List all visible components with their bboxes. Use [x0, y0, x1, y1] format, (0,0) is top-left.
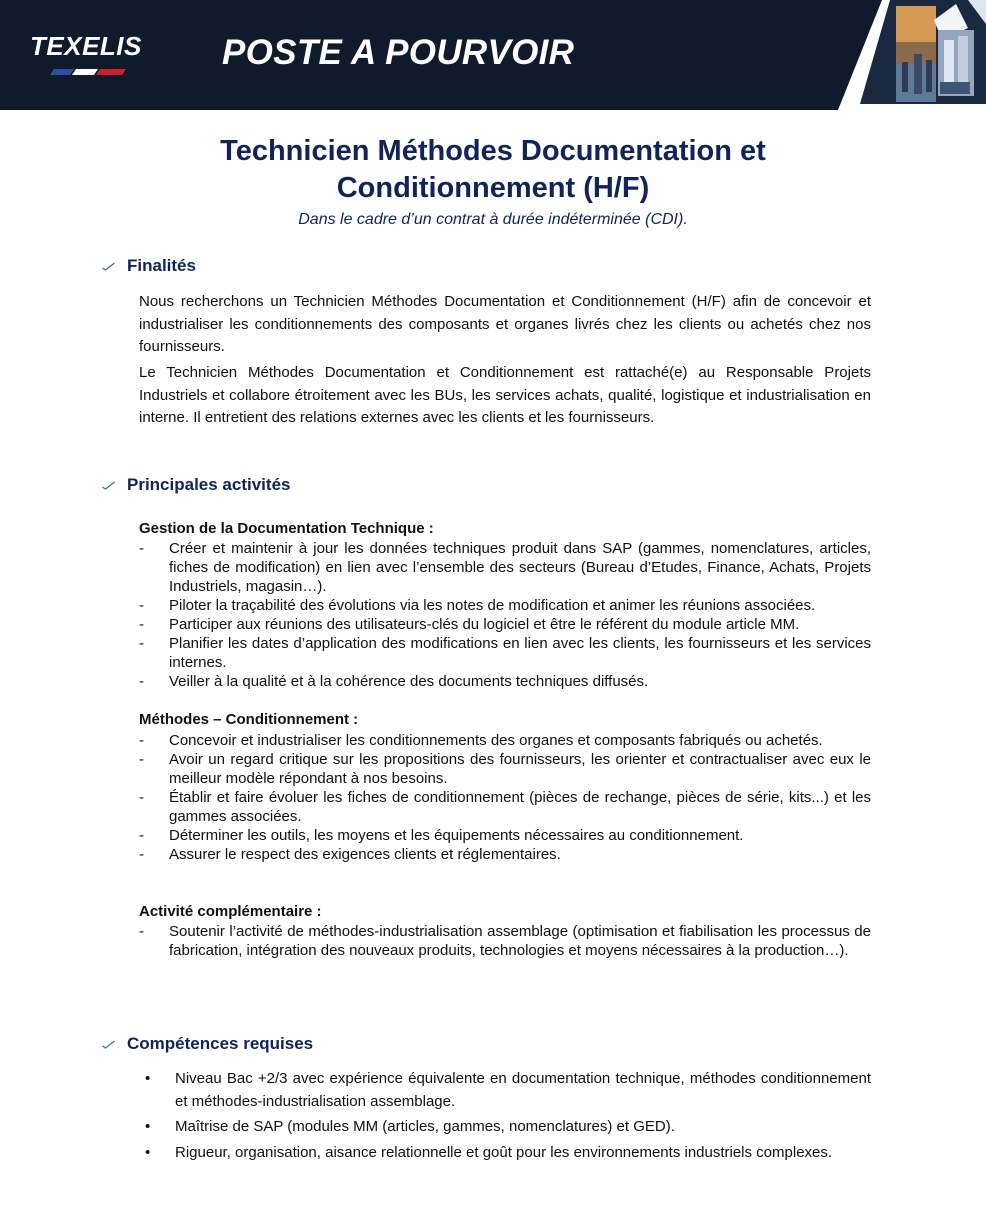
section-heading-finalites [90, 256, 196, 276]
list-item: - Concevoir et industrialiser les conditionnements des organes et composants fabriqués ou achetés. [139, 731, 871, 750]
list-item: • Niveau Bac +2/3 avec expérience équivalente en documentation technique, méthodes conditionnement et méthodes-industrialisation assemblage. [145, 1068, 871, 1113]
job-title-line-1: Technicien Méthodes Documentation et [220, 135, 766, 167]
paragraph: Nous recherchons un Technicien Méthodes Documentation et Conditionnement (H/F) afin de concevoir et industrialiser les conditionnements des composants et organes livrés chez les clients ou achetés chez nos fournisseurs. [139, 293, 871, 355]
list-item: - Planifier les dates d’application des modifications en lien avec les clients, les fournisseurs et les services internes. [139, 634, 871, 672]
list-item: - Participer aux réunions des utilisateurs-clés du logiciel et être le référent du module article MM. [139, 615, 871, 634]
activity-list [139, 922, 871, 960]
list-item: - Créer et maintenir à jour les données techniques produit dans SAP (gammes, nomenclatures, articles, fiches de modification) en lien avec l’ensemble des secteurs (Bureau d’Etudes, Finance, Achats, Projets Industriels, magasin…). [139, 539, 871, 596]
poster-title: POSTE A POURVOIR [222, 33, 575, 72]
list-item: - Établir et faire évoluer les fiches de conditionnement (pièces de rechange, pièces de série, kits...) et les gammes associées. [139, 788, 871, 826]
job-title-line-2: Conditionnement (H/F) [336, 172, 650, 204]
subheading: Activité complémentaire : [139, 903, 322, 920]
paragraph: Le Technicien Méthodes Documentation et Conditionnement est rattaché(e) au Responsable Projets Industriels et collabore étroitement avec les BUs, les services achats, qualité, logistique et industrialisation en interne. Il entretient des relations externes avec les clients et les fournisseurs. [139, 364, 871, 426]
activity-list [139, 539, 871, 691]
subheading: Gestion de la Documentation Technique : [139, 520, 434, 537]
check-mark-icon [90, 1039, 127, 1049]
company-logo: TEXELIS [30, 31, 142, 61]
list-item: - Veiller à la qualité et à la cohérence des documents techniques diffusés. [139, 672, 871, 691]
list-item: - Piloter la traçabilité des évolutions via les notes de modification et animer les réunions associées. [139, 596, 871, 615]
check-mark-icon [90, 261, 127, 271]
contract-subtitle: Dans le cadre d’un contrat à durée indéterminée (CDI). [298, 211, 688, 228]
section-heading-competences [90, 1034, 313, 1054]
check-mark-icon [90, 480, 127, 490]
section-title: Finalités [127, 256, 196, 275]
activity-list [139, 731, 871, 864]
subheading: Méthodes – Conditionnement : [139, 711, 359, 728]
list-item: - Assurer le respect des exigences clients et réglementaires. [139, 845, 871, 864]
header-banner [0, 0, 986, 110]
flag-stripe-icon [50, 69, 126, 75]
list-item: - Soutenir l’activité de méthodes-industrialisation assemblage (optimisation et fiabilisation les processus de fabrication, intégration des nouveaux produits, technologies et moyens nécessaires à la production…). [139, 922, 871, 960]
section-title: Compétences requises [127, 1034, 314, 1053]
section-title: Principales activités [127, 475, 291, 494]
list-item: • Maîtrise de SAP (modules MM (articles, gammes, nomenclatures) et GED). [145, 1116, 871, 1139]
section-heading-activites [90, 475, 290, 495]
list-item: - Avoir un regard critique sur les propositions des fournisseurs, les orienter et contractualiser avec eux le meilleur modèle répondant à nos besoins. [139, 750, 871, 788]
skills-list [145, 1068, 871, 1167]
list-item: • Rigueur, organisation, aisance relationnelle et goût pour les environnements industriels complexes. [145, 1142, 871, 1165]
list-item: - Déterminer les outils, les moyens et les équipements nécessaires au conditionnement. [139, 826, 871, 845]
header-photo-collage-icon [838, 0, 986, 110]
